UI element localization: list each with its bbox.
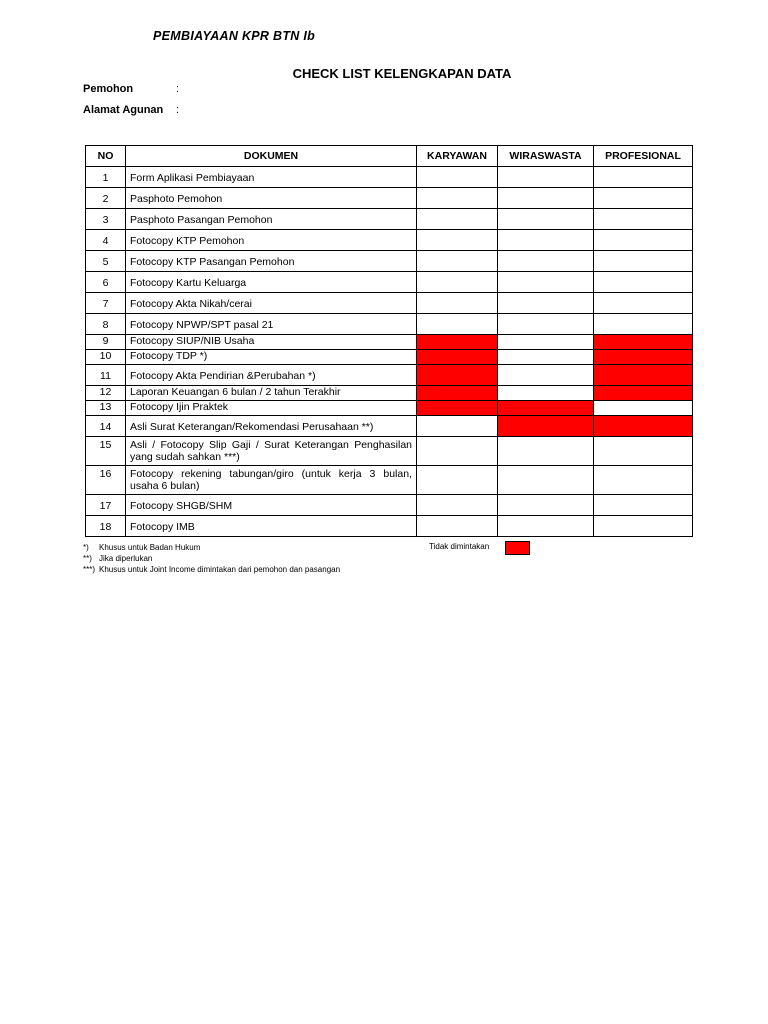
- cell-karyawan[interactable]: [417, 350, 498, 365]
- cell-profesional[interactable]: [594, 209, 693, 230]
- cell-profesional[interactable]: [594, 401, 693, 416]
- row-document: Fotocopy KTP Pemohon: [126, 230, 417, 251]
- cell-wiraswasta[interactable]: [498, 209, 594, 230]
- cell-profesional[interactable]: [594, 386, 693, 401]
- row-document: Fotocopy Ijin Praktek: [126, 401, 417, 416]
- row-number: 6: [86, 272, 126, 293]
- footnote-mark: **): [83, 554, 92, 563]
- table-row: [86, 230, 693, 251]
- footnote: [83, 542, 340, 553]
- table-row: [86, 251, 693, 272]
- row-number: 14: [86, 416, 126, 437]
- table-row: [86, 365, 693, 386]
- cell-wiraswasta[interactable]: [498, 251, 594, 272]
- footnote-mark: *): [83, 543, 89, 552]
- row-number: 12: [86, 386, 126, 401]
- row-number: 15: [86, 437, 126, 466]
- cell-karyawan[interactable]: [417, 335, 498, 350]
- row-document: Pasphoto Pasangan Pemohon: [126, 209, 417, 230]
- table-row: [86, 437, 693, 466]
- table-row: [86, 350, 693, 365]
- cell-wiraswasta[interactable]: [498, 437, 594, 466]
- table-row: [86, 386, 693, 401]
- table-row: [86, 167, 693, 188]
- cell-wiraswasta[interactable]: [498, 516, 594, 537]
- row-number: 8: [86, 314, 126, 335]
- row-document: Laporan Keuangan 6 bulan / 2 tahun Terakhir: [126, 386, 417, 401]
- field-label: Pemohon: [83, 83, 134, 95]
- cell-karyawan[interactable]: [417, 230, 498, 251]
- cell-karyawan[interactable]: [417, 416, 498, 437]
- cell-wiraswasta[interactable]: [498, 386, 594, 401]
- field-label: Alamat Agunan: [83, 104, 164, 116]
- cell-profesional[interactable]: [594, 495, 693, 516]
- table-row: [86, 209, 693, 230]
- cell-karyawan[interactable]: [417, 495, 498, 516]
- table-row: [86, 293, 693, 314]
- cell-profesional[interactable]: [594, 416, 693, 437]
- cell-profesional[interactable]: [594, 188, 693, 209]
- cell-wiraswasta[interactable]: [498, 466, 594, 495]
- row-document: Fotocopy Kartu Keluarga: [126, 272, 417, 293]
- cell-karyawan[interactable]: [417, 188, 498, 209]
- footnote-text: Khusus untuk Badan Hukum: [99, 543, 201, 552]
- cell-wiraswasta[interactable]: [498, 495, 594, 516]
- table-row: [86, 466, 693, 495]
- row-number: 17: [86, 495, 126, 516]
- footnotes: [83, 542, 340, 575]
- row-document: Fotocopy Akta Nikah/cerai: [126, 293, 417, 314]
- cell-karyawan[interactable]: [417, 401, 498, 416]
- field-separator: :: [176, 83, 180, 95]
- cell-profesional[interactable]: [594, 335, 693, 350]
- table-row: [86, 335, 693, 350]
- header-title: PEMBIAYAAN KPR BTN Ib: [153, 29, 316, 43]
- row-document: Fotocopy NPWP/SPT pasal 21: [126, 314, 417, 335]
- cell-karyawan[interactable]: [417, 209, 498, 230]
- cell-karyawan[interactable]: [417, 365, 498, 386]
- table-header-row: [86, 146, 693, 167]
- row-number: 3: [86, 209, 126, 230]
- row-document: Fotocopy SHGB/SHM: [126, 495, 417, 516]
- cell-wiraswasta[interactable]: [498, 314, 594, 335]
- row-number: 4: [86, 230, 126, 251]
- cell-wiraswasta[interactable]: [498, 167, 594, 188]
- row-number: 11: [86, 365, 126, 386]
- field-pemohon: [83, 83, 180, 95]
- cell-karyawan[interactable]: [417, 466, 498, 495]
- table-body: [86, 167, 693, 537]
- cell-wiraswasta[interactable]: [498, 335, 594, 350]
- row-document: Fotocopy Akta Pendirian &Perubahan *): [126, 365, 417, 386]
- cell-profesional[interactable]: [594, 251, 693, 272]
- row-number: 13: [86, 401, 126, 416]
- cell-wiraswasta[interactable]: [498, 401, 594, 416]
- row-number: 1: [86, 167, 126, 188]
- row-number: 2: [86, 188, 126, 209]
- footnote-text: Khusus untuk Joint Income dimintakan dari pemohon dan pasangan: [99, 565, 341, 574]
- cell-wiraswasta[interactable]: [498, 416, 594, 437]
- cell-wiraswasta[interactable]: [498, 188, 594, 209]
- table-row: [86, 314, 693, 335]
- field-alamat-agunan: [83, 104, 180, 116]
- cell-karyawan[interactable]: [417, 437, 498, 466]
- row-document: Form Aplikasi Pembiayaan: [126, 167, 417, 188]
- legend-swatch: [505, 541, 530, 555]
- checklist-table: [85, 145, 693, 537]
- legend-label: Tidak dimintakan: [429, 542, 490, 551]
- field-separator: :: [176, 104, 180, 116]
- header-profesional: PROFESIONAL: [594, 146, 693, 167]
- table-row: [86, 516, 693, 537]
- cell-profesional[interactable]: [594, 350, 693, 365]
- header-no: NO: [86, 146, 126, 167]
- row-document: Asli / Fotocopy Slip Gaji / Surat Keterangan Penghasilan yang sudah sahkan ***): [126, 437, 417, 466]
- cell-profesional[interactable]: [594, 314, 693, 335]
- footnote: [83, 564, 340, 575]
- cell-karyawan[interactable]: [417, 293, 498, 314]
- header-wiraswasta: WIRASWASTA: [498, 146, 594, 167]
- cell-wiraswasta[interactable]: [498, 365, 594, 386]
- cell-profesional[interactable]: [594, 365, 693, 386]
- cell-profesional[interactable]: [594, 516, 693, 537]
- cell-profesional[interactable]: [594, 272, 693, 293]
- row-document: Fotocopy SIUP/NIB Usaha: [126, 335, 417, 350]
- row-number: 9: [86, 335, 126, 350]
- row-number: 16: [86, 466, 126, 495]
- row-number: 10: [86, 350, 126, 365]
- row-document: Fotocopy TDP *): [126, 350, 417, 365]
- table-row: [86, 416, 693, 437]
- footnote-mark: ***): [83, 565, 96, 574]
- cell-profesional[interactable]: [594, 466, 693, 495]
- row-document: Fotocopy KTP Pasangan Pemohon: [126, 251, 417, 272]
- cell-wiraswasta[interactable]: [498, 350, 594, 365]
- cell-profesional[interactable]: [594, 293, 693, 314]
- cell-profesional[interactable]: [594, 230, 693, 251]
- cell-karyawan[interactable]: [417, 167, 498, 188]
- cell-karyawan[interactable]: [417, 314, 498, 335]
- row-document: Fotocopy rekening tabungan/giro (untuk kerja 3 bulan, usaha 6 bulan): [126, 466, 417, 495]
- table-row: [86, 495, 693, 516]
- cell-wiraswasta[interactable]: [498, 293, 594, 314]
- cell-karyawan[interactable]: [417, 386, 498, 401]
- row-number: 5: [86, 251, 126, 272]
- row-number: 18: [86, 516, 126, 537]
- row-document: Fotocopy IMB: [126, 516, 417, 537]
- cell-karyawan[interactable]: [417, 272, 498, 293]
- header-karyawan: KARYAWAN: [417, 146, 498, 167]
- cell-karyawan[interactable]: [417, 516, 498, 537]
- footnote: [83, 553, 340, 564]
- footnote-text: Jika diperlukan: [99, 554, 153, 563]
- table-row: [86, 272, 693, 293]
- row-number: 7: [86, 293, 126, 314]
- cell-profesional[interactable]: [594, 437, 693, 466]
- table-row: [86, 401, 693, 416]
- cell-wiraswasta[interactable]: [498, 230, 594, 251]
- header-dokumen: DOKUMEN: [126, 146, 417, 167]
- cell-wiraswasta[interactable]: [498, 272, 594, 293]
- cell-karyawan[interactable]: [417, 251, 498, 272]
- cell-profesional[interactable]: [594, 167, 693, 188]
- row-document: Pasphoto Pemohon: [126, 188, 417, 209]
- table-row: [86, 188, 693, 209]
- document-title: CHECK LIST KELENGKAPAN DATA: [292, 66, 512, 81]
- row-document: Asli Surat Keterangan/Rekomendasi Perusahaan **): [126, 416, 417, 437]
